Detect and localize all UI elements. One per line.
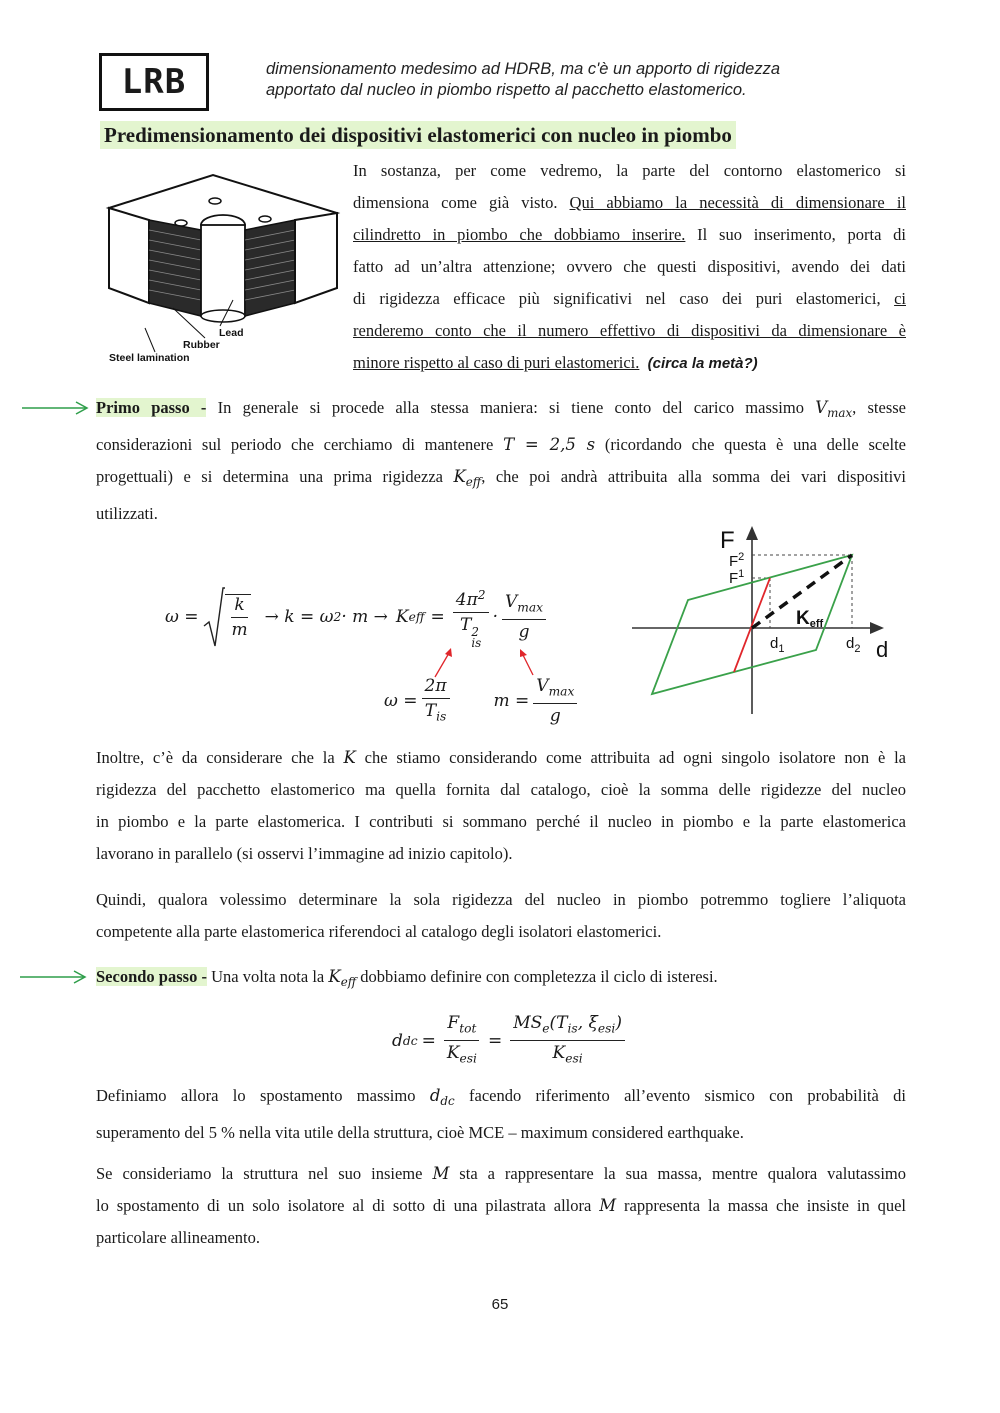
step1-line-4: utilizzati. <box>96 504 158 524</box>
p2-line-1: Inoltre, c’è da considerare che la K che stiamo considerando come attribuita ad ogni singolo isolatore non è la <box>96 748 906 767</box>
svg-text:F2: $F^2$ <box>729 551 745 570</box>
logo-text: LRB <box>121 62 187 102</box>
p5-line-3: particolare allineamento. <box>96 1228 261 1247</box>
intro-line-2: dimensiona come già visto. Qui abbiamo la necessità di dimensionare il <box>353 193 906 212</box>
svg-text:Keff: Keff <box>796 608 824 630</box>
p2-line-2: rigidezza del pacchetto elastomerico ma quella fornita dal catalogo, cioè la somma delle rigidezze del nucleo <box>96 780 906 799</box>
formula-keff: ω = $\frac{k}{m}$ → k = ω 2 · m → K eff = $4\pi^2$ T 2 is · $\frac{V_{max}}{g}$ <box>165 585 550 649</box>
label-steel-lamination: Steel lamination <box>109 352 190 364</box>
logo-box <box>99 53 209 111</box>
paragraph-3 <box>96 884 906 948</box>
header-note-line1: dimensionamento medesimo ad HDRB, ma c'è un apporto di rigidezza <box>266 60 780 78</box>
intro-line-1: In sostanza, per come vedremo, la parte del contorno elastomerico si <box>353 161 906 180</box>
svg-text:F1: $F^1$ <box>729 568 745 587</box>
intro-paragraph <box>353 155 906 380</box>
p4-line-2: superamento del 5 % nella vita utile della struttura, cioè MCE – maximum considered earthquake. <box>96 1123 744 1143</box>
p2-line-4: lavorano in parallelo (si osservi l’immagine ad inizio capitolo). <box>96 844 513 863</box>
intro-line-6: renderemo conto che il numero effettivo di dispositivi da dimensionare è <box>353 321 906 340</box>
label-d2: d <box>846 635 855 652</box>
step1-line-3: progettuali) e si determina una prima rigidezza $K_{eff}$, che poi andrà attribuita alla somma dei vari dispositivi <box>96 467 906 490</box>
label-lead: Lead <box>219 327 244 339</box>
step2-arrow-icon <box>18 969 88 985</box>
label-d1: d <box>770 635 779 652</box>
intro-note: (circa la metà?) <box>647 355 758 372</box>
header-note <box>266 59 906 101</box>
p5-line-1: Se consideriamo la struttura nel suo insieme M sta a rappresentare la sua massa, mentre qualora valutassimo <box>96 1164 906 1183</box>
step1-label: Primo passo - <box>96 398 207 417</box>
section-title <box>100 121 736 149</box>
svg-text:d2: $d_2$ <box>846 635 861 655</box>
intro-line-4: fatto ad un’altra attenzione; ovvero che questi dispositivi, avendo dei dati <box>353 257 906 276</box>
paragraph-4 <box>96 1080 906 1149</box>
p2-line-3: in piombo e la parte elastomerica. I contributi si sommano perché il nucleo in piombo e la parte elastomerica <box>96 812 906 831</box>
section-title-text: Predimensionamento dei dispositivi elastomerici con nucleo in piombo <box>104 123 732 147</box>
p4-line-1: Definiamo allora lo spostamento massimo $d_{dc}$ facendo riferimento all’evento sismico con probabilità di <box>96 1086 906 1109</box>
step1-arrow-icon <box>20 400 90 416</box>
intro-line-3: cilindretto in piombo che dobbiamo inserire. Il suo inserimento, porta di <box>353 225 907 244</box>
step1-line-2: considerazioni sul periodo che cerchiamo di mantenere T = 2,5 s (ricordando che questa è una delle scelte <box>96 435 907 455</box>
label-F: F <box>720 527 735 554</box>
page-number: 65 <box>491 1296 509 1313</box>
label-F2: F <box>729 553 739 570</box>
label-d: d <box>876 637 889 662</box>
sqrt-sign-icon <box>203 586 225 648</box>
p5-line-2: lo spostamento di un solo isolatore al di sotto di una pilastrata allora M rappresenta la massa che insiste in quel <box>96 1196 907 1215</box>
svg-text:d1: $d_1$ <box>770 635 785 655</box>
step2-label: Secondo passo - <box>96 967 207 986</box>
step2-paragraph: Secondo passo - Una volta nota la $K_{eff}$ dobbiamo definire con completezza il ciclo di isteresi. <box>96 967 718 990</box>
intro-line-7: minore rispetto al caso di puri elastomerici. (circa la metà?) <box>353 353 758 372</box>
paragraph-2 <box>96 742 906 870</box>
label-Keff: K <box>796 608 810 629</box>
label-F1: F <box>729 570 739 587</box>
hysteresis-chart <box>630 522 910 717</box>
lead-rubber-bearing-figure <box>105 168 341 368</box>
p3-line-2: competente alla parte elastomerica riferendoci al catalogo degli isolatori elastomerici. <box>96 922 662 941</box>
formula-ddc: d dc = $\frac{F_{tot}}{K_{esi}}$ = $\frac{MS_e(T_{is}, \xi_{esi})}{K_{esi}}$ <box>392 1013 629 1069</box>
step1-paragraph <box>96 392 906 530</box>
paragraph-5 <box>96 1158 906 1254</box>
header-note-line2: apportato dal nucleo in piombo rispetto al pacchetto elastomerico. <box>266 81 747 99</box>
formula-omega-mass: ω = $\frac{2\pi}{T_{is}}$ m = $\frac{V_{max}}{g}$ <box>384 676 581 726</box>
label-rubber: Rubber <box>183 339 220 351</box>
step1-line-1: Primo passo - In generale si procede alla stessa maniera: si tiene conto del carico massimo $V_{max}$, stesse <box>96 398 906 421</box>
p3-line-1: Quindi, qualora volessimo determinare la sola rigidezza del nucleo in piombo potremmo togliere l’aliquota <box>96 890 906 909</box>
intro-line-5: di rigidezza efficace più significativi nel caso dei puri elastomerici, ci <box>353 289 906 308</box>
